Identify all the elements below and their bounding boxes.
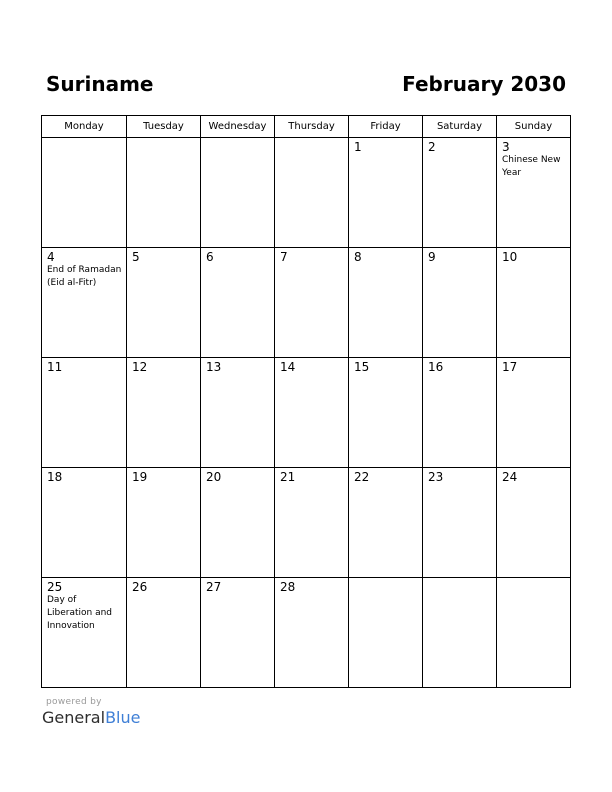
day-cell [275, 138, 349, 248]
day-number: 1 [354, 140, 362, 154]
holiday-label: Chinese New Year [502, 155, 561, 178]
day-number: 6 [206, 250, 214, 264]
day-cell[interactable] [42, 468, 127, 578]
day-cell[interactable] [201, 468, 275, 578]
day-number: 19 [132, 470, 148, 484]
week-row [42, 138, 571, 248]
week-row [42, 578, 571, 688]
day-cell[interactable] [497, 358, 571, 468]
day-cell[interactable] [423, 248, 497, 358]
day-cell[interactable] [201, 578, 275, 688]
day-cell[interactable] [127, 578, 201, 688]
day-number: 25 [47, 580, 63, 594]
calendar-grid [41, 115, 571, 688]
day-number: 13 [206, 360, 222, 374]
weekday-monday: Monday [42, 116, 127, 138]
day-cell[interactable] [42, 248, 127, 358]
day-cell[interactable] [201, 358, 275, 468]
day-number: 23 [428, 470, 444, 484]
powered-by-label: powered by [46, 697, 102, 707]
day-number: 4 [47, 250, 55, 264]
day-cell[interactable] [497, 138, 571, 248]
day-number: 3 [502, 140, 510, 154]
day-cell[interactable] [201, 248, 275, 358]
day-number: 16 [428, 360, 444, 374]
weekday-saturday: Saturday [423, 116, 497, 138]
day-cell[interactable] [275, 578, 349, 688]
day-cell[interactable] [423, 468, 497, 578]
day-cell[interactable] [127, 248, 201, 358]
day-number: 22 [354, 470, 370, 484]
week-row [42, 468, 571, 578]
day-cell[interactable] [42, 578, 127, 688]
day-cell [349, 578, 423, 688]
day-number: 10 [502, 250, 518, 264]
day-cell [201, 138, 275, 248]
day-cell[interactable] [497, 248, 571, 358]
brand-blue: Blue [105, 708, 141, 727]
day-cell [497, 578, 571, 688]
day-cell[interactable] [349, 248, 423, 358]
day-cell[interactable] [349, 358, 423, 468]
day-number: 8 [354, 250, 362, 264]
week-row [42, 248, 571, 358]
holiday-label: Day of Liberation and Innovation [47, 595, 113, 631]
day-number: 9 [428, 250, 436, 264]
day-number: 18 [47, 470, 63, 484]
day-cell [127, 138, 201, 248]
day-number: 7 [280, 250, 288, 264]
month-title: February 2030 [402, 72, 566, 96]
day-number: 5 [132, 250, 140, 264]
day-number: 21 [280, 470, 296, 484]
weekday-sunday: Sunday [497, 116, 571, 138]
weekday-friday: Friday [349, 116, 423, 138]
weekday-header-row [42, 116, 571, 138]
day-number: 28 [280, 580, 296, 594]
day-cell [42, 138, 127, 248]
day-number: 11 [47, 360, 63, 374]
day-cell[interactable] [423, 138, 497, 248]
day-number: 24 [502, 470, 518, 484]
day-cell[interactable] [275, 358, 349, 468]
day-number: 26 [132, 580, 148, 594]
day-number: 2 [428, 140, 436, 154]
day-cell[interactable] [349, 468, 423, 578]
holiday-label: End of Ramadan (Eid al-Fitr) [47, 265, 122, 288]
day-cell[interactable] [42, 358, 127, 468]
day-cell[interactable] [423, 358, 497, 468]
day-number: 20 [206, 470, 222, 484]
day-cell[interactable] [349, 138, 423, 248]
day-cell[interactable] [127, 468, 201, 578]
day-cell[interactable] [497, 468, 571, 578]
day-cell[interactable] [127, 358, 201, 468]
generalblue-logo[interactable] [42, 708, 140, 727]
day-number: 27 [206, 580, 222, 594]
day-number: 15 [354, 360, 370, 374]
weekday-wednesday: Wednesday [201, 116, 275, 138]
day-cell [423, 578, 497, 688]
country-title: Suriname [46, 72, 154, 96]
day-number: 17 [502, 360, 518, 374]
week-row [42, 358, 571, 468]
day-number: 12 [132, 360, 148, 374]
brand-general: General [42, 708, 106, 727]
day-cell[interactable] [275, 468, 349, 578]
weekday-thursday: Thursday [275, 116, 349, 138]
weekday-tuesday: Tuesday [127, 116, 201, 138]
day-number: 14 [280, 360, 296, 374]
day-cell[interactable] [275, 248, 349, 358]
